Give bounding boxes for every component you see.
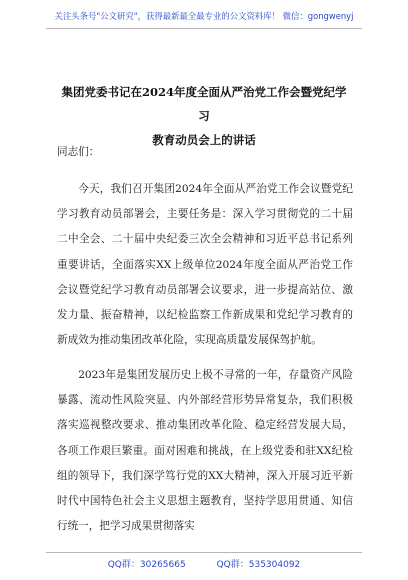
footer-contacts — [0, 557, 408, 570]
footer-divider — [46, 552, 362, 553]
paragraph-text: 2023年是集团发展历史上极不寻常的一年，存量资产风险暴露、流动性风险突显、内外部经营形势异常复杂，我们积极落实巡视整改要求、推动集团改革化险、稳定经营发展大局，各项工作艰巨繁重。面对困难和挑战，在上级党委和驻XX纪检组的领导下，我们深学笃行党的XX大精神，深入开展习近平新时代中国特色社会主义思想主题教育，坚持学思用贯通、知信行统一，把学习成果贯彻落实 — [57, 369, 353, 533]
body-paragraph-1 — [57, 177, 353, 353]
document-title — [56, 80, 352, 152]
header-divider — [46, 28, 362, 29]
salutation: 同志们： — [57, 146, 100, 158]
footer-qq-group-2: QQ群：535304092 — [216, 560, 301, 570]
body-paragraph-2 — [57, 363, 353, 539]
paragraph-text: 今天，我们召开集团2024年全面从严治党工作会议暨党纪学习教育动员部署会，主要任务是：深入学习贯彻党的二十届二中全会、二十届中央纪委三次全会精神和习近平总书记系列重要讲话，全面落实XX上级单位2024年度全面从严治党工作会议暨党纪学习教育动员部署会议要求，进一步提高站位、激发力量、振奋精神，以纪检监察工作新成果和党纪学习教育的新成效为推动集团改革化险，实现高质量发展保驾护航。 — [57, 183, 353, 347]
header-promo-note: 关注头条号"公文研究"，获得最新最全最专业的公文资料库！ 微信：gongwenyj — [54, 11, 354, 21]
footer-qq-group-1: QQ群：30265665 — [107, 560, 186, 570]
title-line-1: 集团党委书记在2024年度全面从严治党工作会暨党纪学习 — [61, 85, 347, 123]
title-line-2: 教育动员会上的讲话 — [152, 133, 256, 147]
